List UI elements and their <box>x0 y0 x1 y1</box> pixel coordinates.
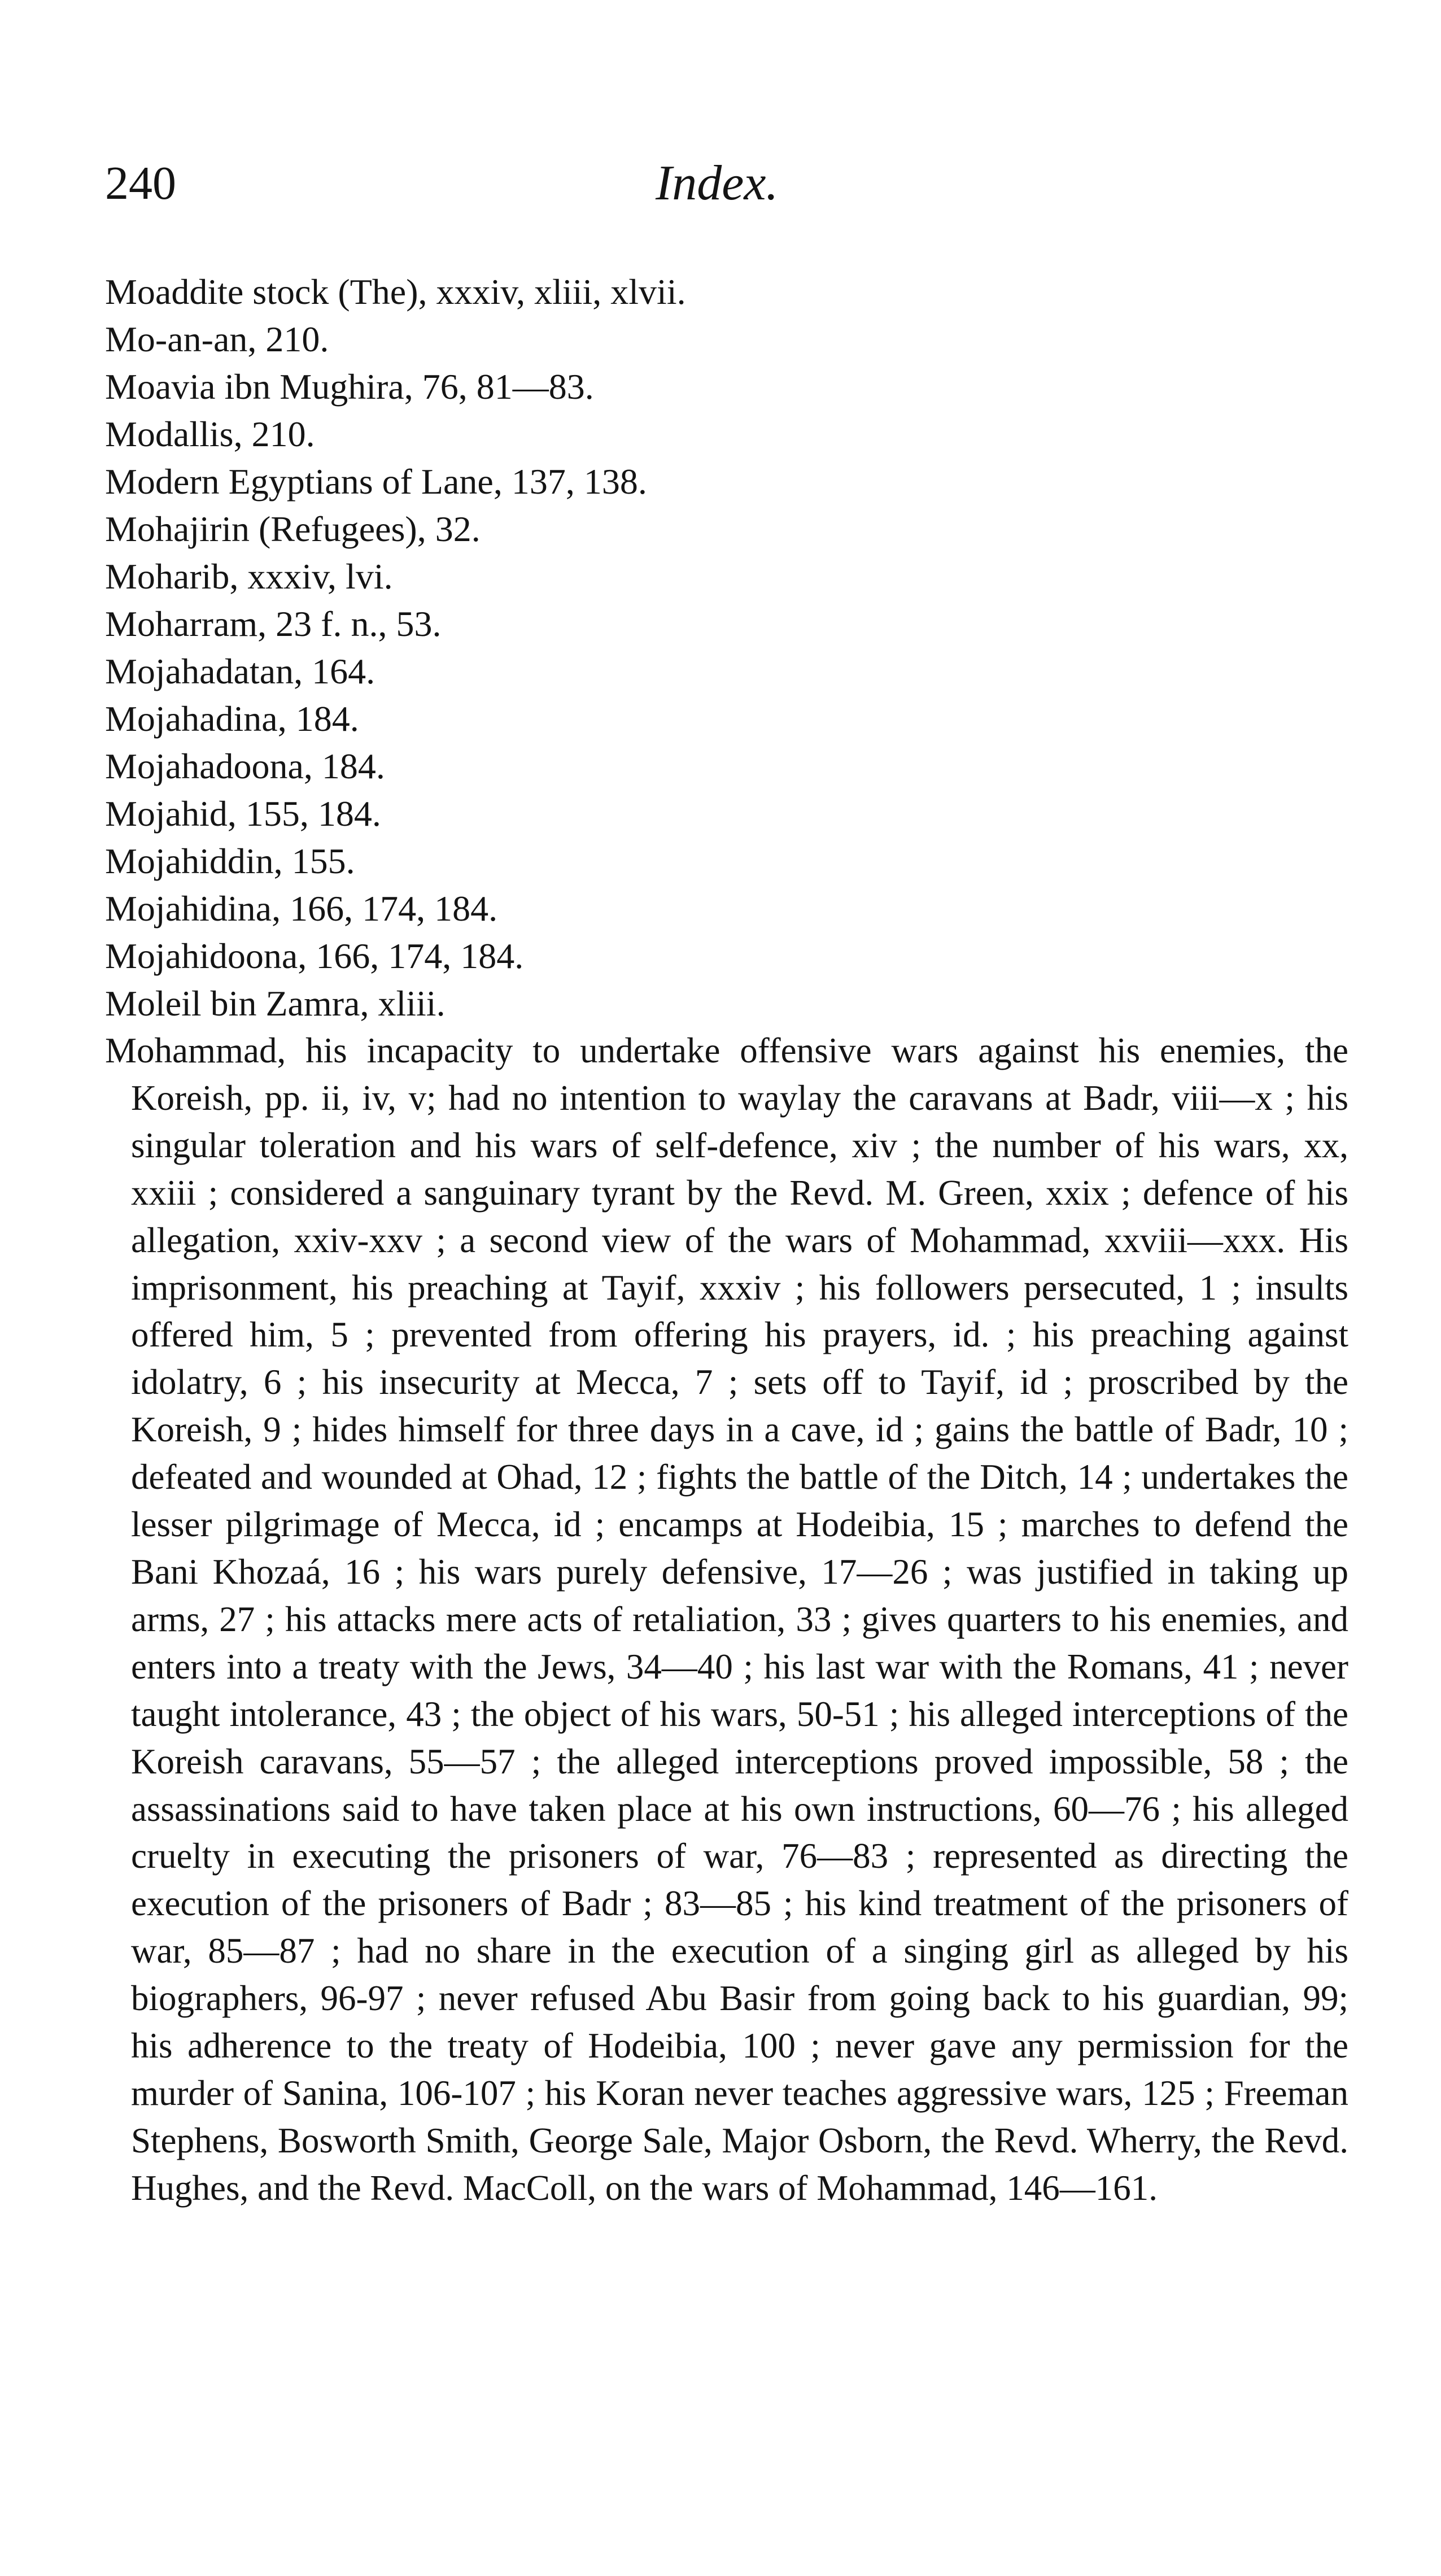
index-entry: Moaddite stock (The), xxxiv, xliii, xlvii. <box>105 272 686 312</box>
index-entry-mohammad <box>105 1027 1348 2212</box>
index-entry: Mojahidina, 166, 174, 184. <box>105 888 498 929</box>
entry-text: His imprisonment, his preaching at Tayif, xxxiv ; his followers persecuted, 1 ; insults offered him, 5 ; prevented from offering his prayers, id. ; his preaching against idolatry, 6 ; his insecurity at Mecca, 7 ; sets off to Tayif, id ; proscribed by the Koreish, 9 ; hides himself for three days in a cave, id ; gains the battle of Badr, 10 ; defeated and wounded at Ohad, 12 ; fights the battle of the Ditch, 14 ; undertakes the lesser pilgrimage of Mecca, id ; encamps at Hodeibia, 15 ; marches to defend the Bani Khozaá, 16 ; his wars purely defensive, 17—26 ; was justified in taking up arms, 27 ; his attacks mere acts of retaliation, 33 ; gives quarters to his enemies, and enters into a treaty with the Jews, 34—40 ; his last war with the Romans, 41 ; never taught intolerance, 43 ; the object of his wars, 50-51 ; his alleged interceptions of the Koreish caravans, 55—57 ; the alleged interceptions proved impossible, 58 ; the assassinations said to have taken place at his own instructions, 60—76 ; his alleged cruelty in executing the prisoners of war, 76—83 ; represented as directing the execution of the prisoners of Badr ; 83—85 ; his kind treatment of the prisoners of war, 85—87 ; had no share in the execution of a singing girl as alleged by his biographers, 96-97 ; never refused Abu Basir from going back to his guardian, 99; his adherence to the treaty of Hodeibia, 100 ; never gave any permission for the murder of Sanina, 106-107 ; his Koran never teaches aggressive wars, 125 ; Freeman Stephens, Bosworth Smith, George Sale, Major Osborn, the Revd. Wherry, the Revd. Hughes, and the Revd. MacColl, on the wars of Mohammad, 146—161. <box>131 1220 1349 2208</box>
index-entry: Mojahid, 155, 184. <box>105 794 381 834</box>
index-entry: Mo-an-an, 210. <box>105 319 329 359</box>
index-list <box>105 268 1348 2212</box>
index-entry: Modallis, 210. <box>105 414 315 454</box>
index-entry: Mojahadoona, 184. <box>105 746 385 786</box>
index-entry: Mojahadatan, 164. <box>105 651 375 691</box>
index-entry: Mojahiddin, 155. <box>105 841 355 881</box>
index-entry: Mojahadina, 184. <box>105 699 359 739</box>
index-entry: Mohajirin (Refugees), 32. <box>105 509 481 549</box>
page-header <box>105 155 1347 223</box>
running-title: Index. <box>656 156 779 211</box>
index-entry: Moavia ibn Mughira, 76, 81—83. <box>105 367 594 407</box>
page-number: 240 <box>105 157 176 210</box>
index-entry: Mojahidoona, 166, 174, 184. <box>105 936 524 976</box>
index-entry: Moharram, 23 f. n., 53. <box>105 604 442 644</box>
index-entry: Modern Egyptians of Lane, 137, 138. <box>105 461 647 502</box>
index-entry: Moharib, xxxiv, lvi. <box>105 556 393 596</box>
index-entry: Moleil bin Zamra, xliii. <box>105 983 446 1023</box>
entry-text: Mohammad, his incapacity to undertake offensive wars against his enemies, the Koreish, pp. ii, iv, v; had no intention to waylay the caravans at Badr, viii—x ; his singular toleration and his wars of self-defence, xiv ; the number of his wars, xx, xxiii ; considered a sanguinary tyrant by the Revd. M. Green, xxix ; defence of his allegation, xxiv-xxv ; a second view of the wars of Mohammad, xxviii—xxx. <box>105 1031 1348 1260</box>
